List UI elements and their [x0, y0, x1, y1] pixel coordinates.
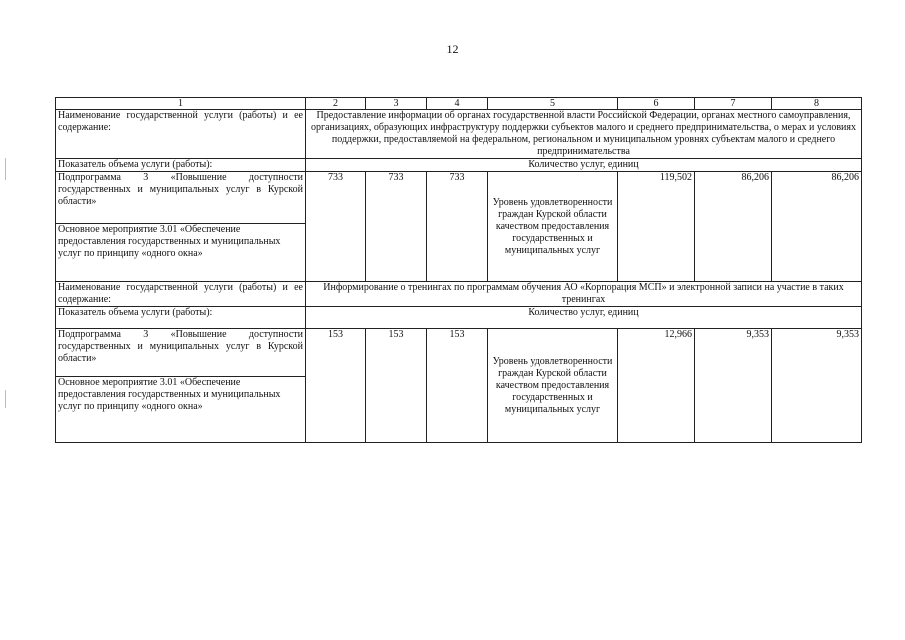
service-name-row — [56, 282, 862, 307]
indicator-label: Показатель объема услуги (работы): — [56, 159, 306, 172]
satisfaction-indicator: Уровень удовлетворенности граждан Курской области качеством предоставления государственных и муниципальных услуг — [488, 329, 618, 443]
service-name-row — [56, 110, 862, 159]
column-number: 6 — [618, 98, 695, 110]
satisfaction-indicator: Уровень удовлетворенности граждан Курской области качеством предоставления государственных и муниципальных услуг — [488, 172, 618, 282]
service-name-label: Наименование государственной услуги (работы) и ее содержание: — [56, 282, 306, 307]
value-col6: 119,502 — [618, 172, 695, 282]
column-number: 5 — [488, 98, 618, 110]
value-col8: 9,353 — [772, 329, 862, 443]
value-col4: 733 — [427, 172, 488, 282]
column-number: 7 — [695, 98, 772, 110]
activity-text: Основное мероприятие 3.01 «Обеспечение предоставления государственных и муниципальных услуг по принципу «одного окна» — [56, 224, 306, 282]
indicator-label: Показатель объема услуги (работы): — [56, 307, 306, 329]
indicator-text: Количество услуг, единиц — [306, 159, 862, 172]
subprogram-text: Подпрограмма 3 «Повышение доступности государственных и муниципальных услуг в Курской области» — [56, 329, 306, 377]
scan-margin-mark — [5, 158, 6, 180]
value-col7: 86,206 — [695, 172, 772, 282]
indicator-row — [56, 159, 862, 172]
value-col7: 9,353 — [695, 329, 772, 443]
column-number: 1 — [56, 98, 306, 110]
value-col2: 153 — [306, 329, 366, 443]
page-number: 12 — [446, 42, 459, 56]
subprogram-row — [56, 329, 862, 377]
value-col4: 153 — [427, 329, 488, 443]
value-col2: 733 — [306, 172, 366, 282]
value-col8: 86,206 — [772, 172, 862, 282]
service-name-text: Предоставление информации об органах государственной власти Российской Федерации, органах местного самоуправления, организациях, образующих инфраструктуру поддержки субъектов малого и среднего предпринимательства, о мерах и условиях поддержки, предоставляемой на федеральном, региональном и муниципальном уровнях субъектам малого и среднего предпринимательства — [306, 110, 862, 159]
service-name-label: Наименование государственной услуги (работы) и ее содержание: — [56, 110, 306, 159]
column-number-row — [56, 98, 862, 110]
column-number: 8 — [772, 98, 862, 110]
service-name-text: Информирование о тренингах по программам обучения АО «Корпорация МСП» и электронной записи на участие в таких тренингах — [306, 282, 862, 307]
scan-margin-mark — [5, 390, 6, 408]
subprogram-text: Подпрограмма 3 «Повышение доступности государственных и муниципальных услуг в Курской области» — [56, 172, 306, 224]
column-number: 3 — [366, 98, 427, 110]
subprogram-row — [56, 172, 862, 224]
column-number: 4 — [427, 98, 488, 110]
services-table — [55, 97, 862, 443]
indicator-text: Количество услуг, единиц — [306, 307, 862, 329]
indicator-row — [56, 307, 862, 329]
value-col6: 12,966 — [618, 329, 695, 443]
value-col3: 153 — [366, 329, 427, 443]
activity-text: Основное мероприятие 3.01 «Обеспечение предоставления государственных и муниципальных услуг по принципу «одного окна» — [56, 377, 306, 443]
column-number: 2 — [306, 98, 366, 110]
value-col3: 733 — [366, 172, 427, 282]
